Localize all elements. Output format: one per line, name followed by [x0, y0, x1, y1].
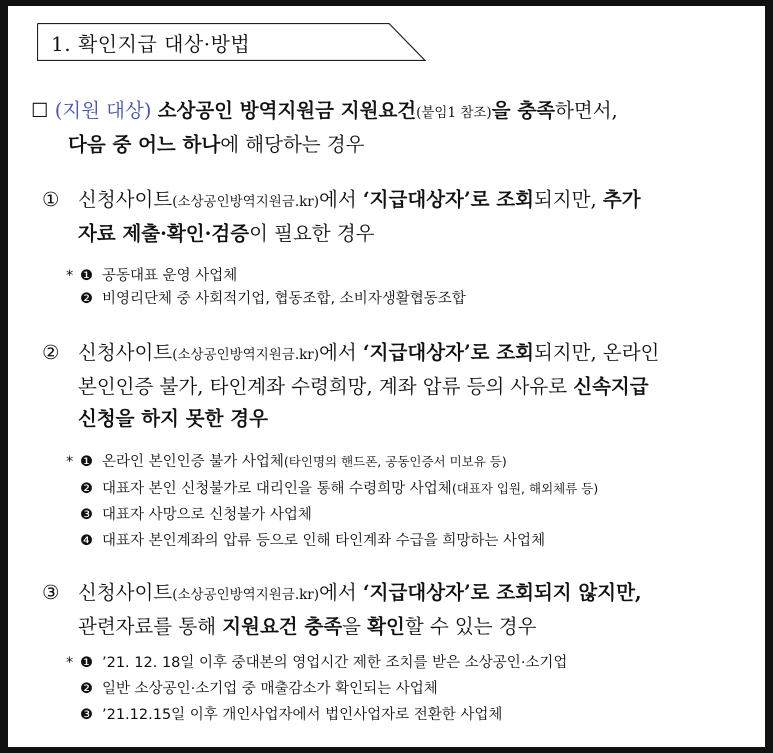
bullet-3-icon: ❸	[80, 707, 93, 723]
item-3-via: 관련자료를 통해	[78, 615, 223, 638]
intro-line-1	[31, 95, 751, 129]
item-3-sub-1: * ❶ ’21. 12. 18일 이후 중대본의 영업시간 제한 조치를 받은 소상공인·소기업	[66, 652, 567, 674]
item-3-not-query: ‘지급대상자’로 조회되지 않지만,	[362, 581, 642, 604]
bullet-4-icon: ❹	[80, 533, 93, 549]
item-2-from: 에서	[319, 341, 363, 364]
intro-line-2	[31, 129, 751, 161]
item-1-sub-2: ❷ 비영리단체 중 사회적기업, 협동조합, 소비자생활협동조합	[66, 288, 466, 310]
bullet-2-icon: ❷	[80, 681, 93, 697]
item-2-number: ②	[42, 341, 60, 364]
bullet-3-icon: ❸	[80, 507, 93, 523]
item-2-reasons: 본인인증 불가, 타인계좌 수령희망, 계좌 압류 등의 사유로	[78, 375, 574, 398]
item-3-line-2: 관련자료를 통해 지원요건 충족을 확인할 수 있는 경우	[78, 615, 537, 638]
item-1-additional: 추가	[602, 188, 641, 211]
item-2-site: 신청사이트	[78, 341, 173, 364]
item-1-number: ①	[42, 188, 60, 211]
bullet-1-icon: ❶	[80, 655, 93, 671]
target-label: (지원 대상)	[54, 99, 152, 122]
item-1-sub-1: * ❶ 공동대표 운영 사업체	[66, 265, 237, 287]
item-2-but: 되지만, 온라인	[533, 341, 660, 364]
bullet-2-icon: ❷	[80, 291, 93, 307]
intro-while: 하면서,	[555, 99, 618, 122]
item-3-number: ③	[42, 581, 60, 604]
item-2-sub-3: ❸ 대표자 사망으로 신청불가 사업체	[66, 504, 312, 526]
item-3-line-1	[42, 577, 754, 611]
item-3-sub-2: ❷ 일반 소상공인·소기업 중 매출감소가 확인되는 사업체	[66, 678, 438, 700]
item-2-quick: 신속지급	[573, 375, 649, 398]
item-3-from: 에서	[319, 581, 363, 604]
item-3-case: 할 수 있는 경우	[404, 615, 537, 638]
bullet-1-icon: ❶	[80, 454, 93, 470]
item-2-line-2	[42, 371, 754, 403]
intro-any-one: 다음 중 어느 하나	[68, 133, 221, 156]
item-1-line-2	[42, 218, 754, 250]
item-3-satisfy: 지원요건 충족	[222, 615, 343, 638]
item-1	[42, 184, 754, 250]
item-1-docs: 자료 제출·확인·검증	[78, 222, 250, 245]
section-title: 1. 확인지급 대상·방법	[51, 32, 251, 56]
section-title-box	[37, 23, 426, 61]
checkbox-icon: ☐	[31, 99, 49, 122]
intro-case: 에 해당하는 경우	[220, 133, 365, 156]
item-1-query: ‘지급대상자’로 조회	[362, 188, 534, 211]
item-2-line-3	[42, 403, 754, 435]
item-1-site: 신청사이트	[78, 188, 173, 211]
document-page	[8, 6, 765, 747]
item-3	[42, 577, 754, 643]
item-3-sub-3: ❸ ’21.12.15일 이후 개인사업자에서 법인사업자로 전환한 사업체	[66, 704, 502, 726]
intro-ref: (붙임1 참조)	[416, 105, 492, 121]
item-2-site-url: (소상공인방역지원금.kr)	[172, 347, 320, 363]
item-2	[42, 337, 754, 435]
intro-requirement: 소상공인 방역지원금 지원요건	[157, 99, 417, 122]
intro-satisfy: 을 충족	[491, 99, 556, 122]
item-3-site-url: (소상공인방역지원금.kr)	[172, 587, 320, 603]
intro-paragraph	[31, 95, 751, 161]
item-1-site-url: (소상공인방역지원금.kr)	[172, 194, 320, 210]
item-2-sub-4: ❹ 대표자 본인계좌의 압류 등으로 인해 타인계좌 수급을 희망하는 사업체	[66, 530, 545, 552]
item-3-site: 신청사이트	[78, 581, 173, 604]
item-1-but: 되지만,	[533, 188, 603, 211]
item-2-line-1	[42, 337, 754, 371]
item-2-not-applied: 신청을 하지 못한 경우	[78, 407, 268, 430]
item-1-needed: 이 필요한 경우	[249, 222, 375, 245]
item-1-line-1	[42, 184, 754, 218]
bullet-2-icon: ❷	[80, 481, 93, 497]
item-2-sub-2: ❷ 대표자 본인 신청불가로 대리인을 통해 수령희망 사업체(대표자 입원, 해외체류 등)	[66, 478, 598, 500]
item-2-sub-1: * ❶ 온라인 본인인증 불가 사업체(타인명의 핸드폰, 공동인증서 미보유 등)	[66, 451, 507, 473]
item-3-confirm: 확인	[367, 615, 405, 638]
item-2-query: ‘지급대상자’로 조회	[362, 341, 534, 364]
item-1-from: 에서	[319, 188, 363, 211]
bullet-1-icon: ❶	[80, 268, 93, 284]
